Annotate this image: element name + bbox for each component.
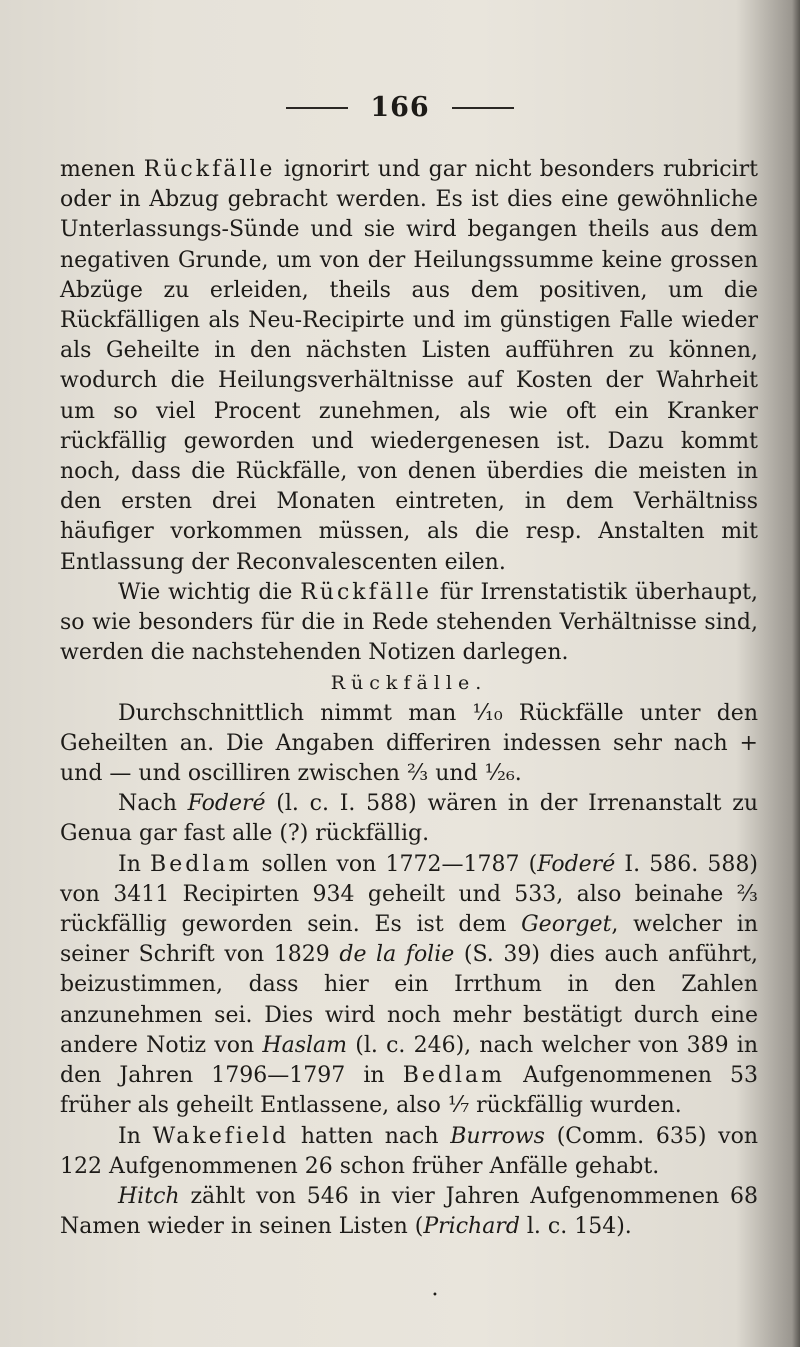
author-name: Prichard	[423, 1214, 520, 1240]
author-name: Haslam	[262, 1032, 348, 1058]
paragraph-continuation: menen Rückfälle ignorirt und gar nicht besonders rubricirt oder in Abzug gebracht werden. Es ist dies eine gewöhnliche Unterlassungs-Sünde und sie wird begangen theils aus dem negativen Grunde, um von der Heilungssumme keine grossen Abzüge zu erleiden, theils aus dem positiven, um die Rückfälligen als Neu-Recipirte und im günstigen Falle wieder als Geheilte in den nächsten Listen aufführen zu können, wodurch die Heilungsverhältnisse auf Kosten der Wahrheit um so viel Procent zunehmen, als wie oft ein Kranker rückfällig geworden und wiedergenesen ist. Dazu kommt noch, dass die Rückfälle, von denen überdies die meisten in den ersten drei Monaten eintreten, in dem Verhältniss häufiger vorkommen müssen, als die resp. Anstalten mit Entlassung der Reconvalescenten eilen.	[60, 157, 758, 575]
author-name: Burrows	[450, 1123, 545, 1149]
place-name: Wakefield	[152, 1123, 290, 1149]
paragraph-importance: Wie wichtig die Rückfälle für Irrenstatistik überhaupt, so wie besonders für die in Rede stehenden Verhältnisse sind, werden die nachstehenden Notizen darlegen.	[60, 579, 758, 666]
page-header	[0, 92, 800, 123]
spaced-term: Rückfälle	[143, 157, 276, 182]
paragraph-wakefield: In Wakefield hatten nach Burrows (Comm. 635) von 122 Aufgenommenen 26 schon früher Anfälle gehabt.	[60, 1123, 758, 1179]
author-name: Foderé	[537, 851, 616, 877]
header-rule-right	[452, 107, 514, 109]
paragraph-bedlam: In Bedlam sollen von 1772—1787 (Foderé I. 586. 588) von 3411 Recipirten 934 geheilt und 533, also beinahe ²⁄₃ rückfällig geworden sein. Es ist dem Georget, welcher in seiner Schrift von 1829 de la folie (S. 39) dies auch anführt, beizustimmen, dass hier ein Irrthum in den Zahlen anzunehmen sei. Dies wird noch mehr bestätigt durch eine andere Notiz von Haslam (l. c. 246), nach welcher von 389 in den Jahren 1796—1797 in Bedlam Aufgenommenen 53 früher als geheilt Entlassene, also ¹⁄₇ rückfällig wurden.	[60, 851, 759, 1119]
spaced-term: Rückfälle	[300, 579, 432, 605]
author-name: Foderé	[187, 791, 266, 817]
author-name: Hitch	[118, 1183, 180, 1209]
page-dot: •	[432, 1290, 438, 1301]
section-heading: Rückfälle.	[330, 672, 488, 695]
header-rule-left	[286, 107, 348, 109]
author-name: Georget	[521, 912, 612, 938]
page-number: 166	[370, 92, 430, 123]
work-title: de la folie	[339, 942, 455, 968]
paragraph-hitch: Hitch zählt von 546 in vier Jahren Aufgenommenen 68 Namen wieder in seinen Listen (Prichard l. c. 154).	[60, 1183, 758, 1240]
place-name: Bedlam	[402, 1063, 505, 1089]
place-name: Bedlam	[150, 851, 253, 877]
paragraph-fodere: Nach Foderé (l. c. I. 588) wären in der Irrenanstalt zu Genua gar fast alle (?) rückfällig.	[60, 791, 758, 847]
page-body	[60, 155, 758, 1242]
paragraph-average: Durchschnittlich nimmt man ¹⁄₁₀ Rückfälle unter den Geheilten an. Die Angaben differiren indessen sehr nach + und — und oscilliren zwischen ²⁄₃ und ¹⁄₂₆.	[60, 700, 758, 787]
